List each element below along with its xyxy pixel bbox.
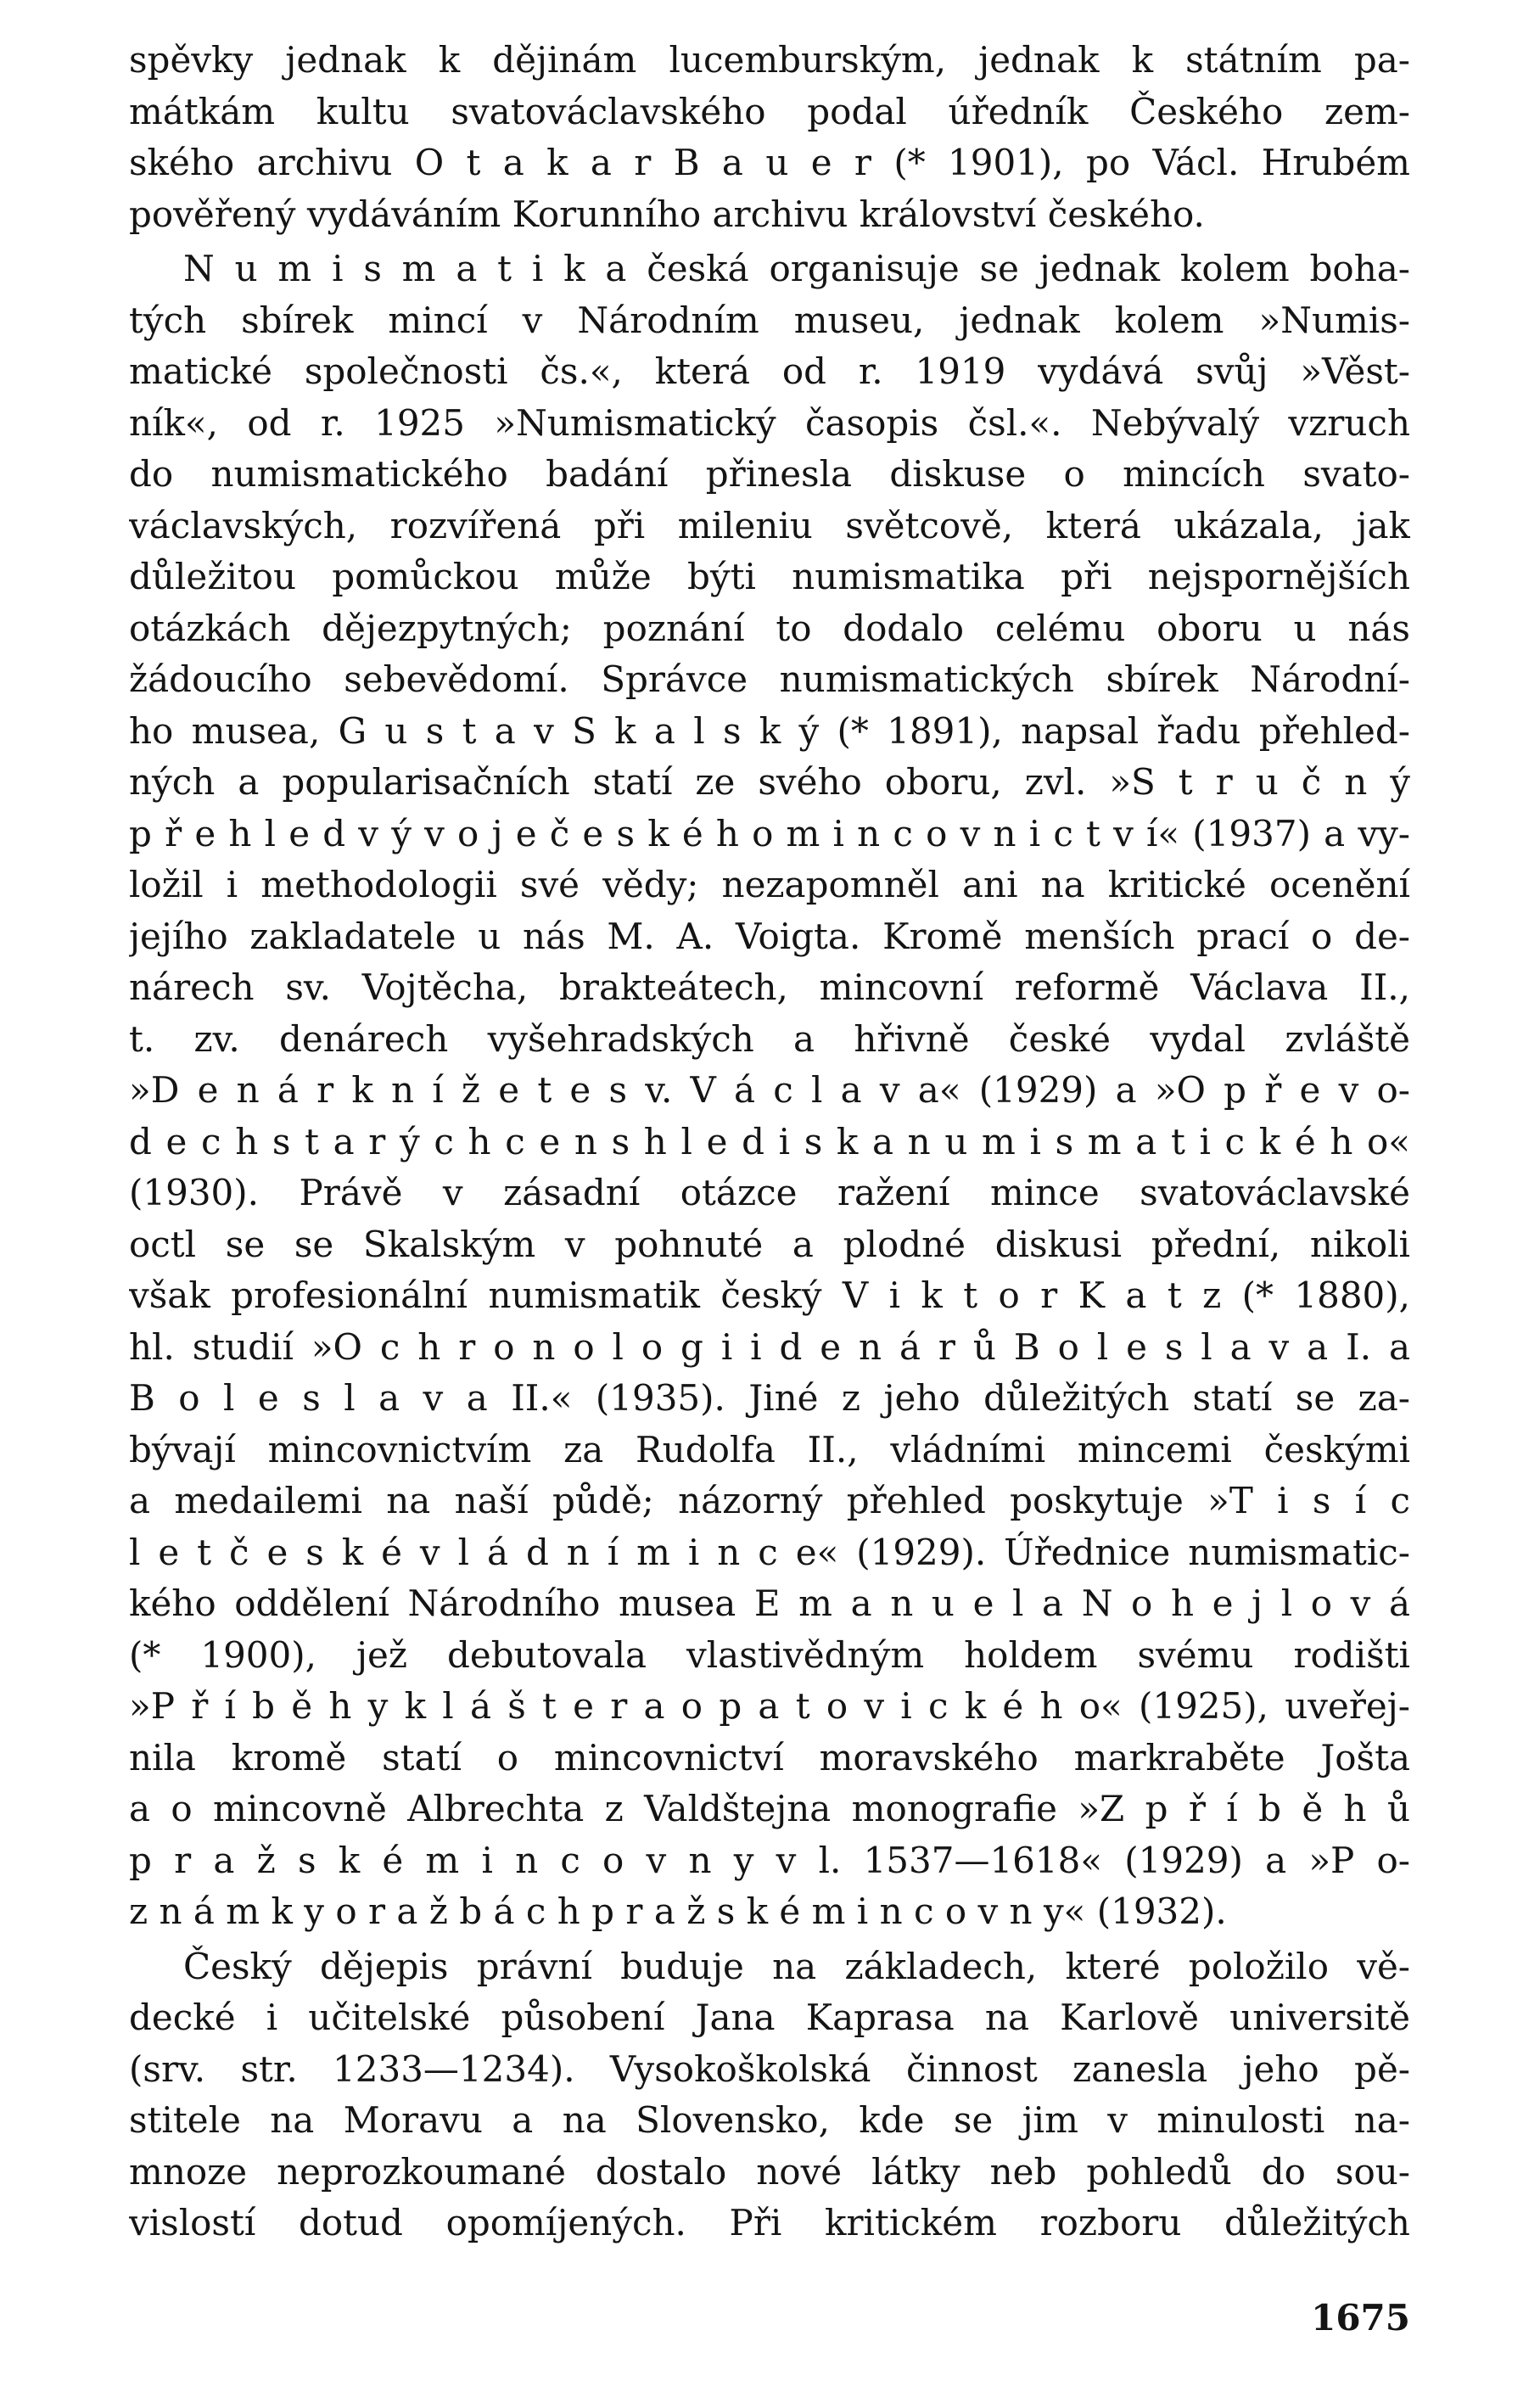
text-line: otázkách dějezpytných; poznání to dodalo celému oboru u nás — [129, 607, 1410, 649]
text-line: octl se se Skalským v pohnuté a plodné diskusi přední, nikoli — [129, 1223, 1410, 1265]
text-line: stitele na Moravu a na Slovensko, kde se jim v minulosti na- — [129, 2099, 1410, 2141]
text-line: l e t č e s k é v l á d n í m i n c e« (1929). Úřednice numismatic- — [129, 1531, 1410, 1573]
text-line: do numismatického badání přinesla diskuse o mincích svato- — [129, 453, 1410, 495]
text-line: pověřený vydáváním Korunního archivu království českého. — [129, 193, 1205, 235]
text-line: d e c h s t a r ý c h c e n s h l e d i s k a n u m i s m a t i c k é h o« — [129, 1120, 1410, 1162]
text-line: »D e n á r k n í ž e t e s v. V á c l a v a« (1929) a »O p ř e v o- — [129, 1069, 1410, 1111]
text-line: vislostí dotud opomíjených. Při kritickém rozboru důležitých — [129, 2202, 1410, 2243]
text-line: václavských, rozvířená při mileniu světcově, která ukázala, jak — [129, 504, 1410, 546]
text-line: žádoucího sebevědomí. Správce numismatických sbírek Národní- — [129, 658, 1410, 700]
text-line: však profesionální numismatik český V i k t o r K a t z (* 1880), — [129, 1274, 1410, 1316]
text-line: ník«, od r. 1925 »Numismatický časopis čsl.«. Nebývalý vzruch — [129, 401, 1410, 444]
text-line: B o l e s l a v a II.« (1935). Jiné z jeho důležitých statí se za- — [129, 1377, 1410, 1419]
text-line: p r a ž s k é m i n c o v n y v l. 1537—1618« (1929) a »P o- — [129, 1839, 1410, 1881]
text-line: mátkám kultu svatováclavského podal úředník Českého zem- — [129, 90, 1410, 132]
text-line: nárech sv. Vojtěcha, brakteátech, mincovní reformě Václava II., — [129, 966, 1410, 1008]
text-line: ho musea, G u s t a v S k a l s k ý (* 1891), napsal řadu přehled- — [129, 709, 1410, 752]
text-line: spěvky jednak k dějinám lucemburským, jednak k státním pa- — [129, 39, 1410, 81]
text-line: bývají mincovnictvím za Rudolfa II., vládními mincemi českými — [129, 1428, 1410, 1470]
text-line: a o mincovně Albrechta z Valdštejna monografie »Z p ř í b ě h ů — [129, 1788, 1410, 1829]
text-line: (srv. str. 1233—1234). Vysokoškolská činnost zanesla jeho pě- — [129, 2047, 1410, 2090]
text-line: tých sbírek mincí v Národním museu, jednak kolem »Numis- — [129, 299, 1410, 341]
text-line: ložil i methodologii své vědy; nezapomněl ani na kritické ocenění — [129, 864, 1410, 905]
text-line: Český dějepis právní buduje na základech, které položilo vě- — [183, 1945, 1410, 1987]
text-line: »P ř í b ě h y k l á š t e r a o p a t o v i c k é h o« (1925), uveřej- — [129, 1685, 1410, 1727]
text-line: z n á m k y o r a ž b á c h p r a ž s k é m i n c o v n y« (1932). — [129, 1890, 1227, 1932]
text-line: jejího zakladatele u nás M. A. Voigta. Kromě menších prací o de- — [129, 915, 1410, 957]
text-line: decké i učitelské působení Jana Kaprasa na Karlově universitě — [129, 1997, 1410, 2038]
text-line: hl. studií »O c h r o n o l o g i i d e n á r ů B o l e s l a v a I. a — [129, 1325, 1410, 1368]
text-line: t. zv. denárech vyšehradských a hřivně české vydal zvláště — [129, 1017, 1410, 1060]
text-line: a medailemi na naší půdě; názorný přehled poskytuje »T i s í c — [129, 1480, 1410, 1521]
text-line: mnoze neprozkoumané dostalo nové látky neb pohledů do sou- — [129, 2150, 1410, 2193]
text-line: (1930). Právě v zásadní otázce ražení mince svatováclavské — [129, 1172, 1410, 1213]
text-line: nila kromě statí o mincovnictví moravského markraběte Jošta — [129, 1736, 1410, 1778]
text-line: kého oddělení Národního musea E m a n u e l a N o h e j l o v á — [129, 1582, 1410, 1624]
text-line: ského archivu O t a k a r B a u e r (* 1901), po Václ. Hrubém — [129, 142, 1410, 183]
page-number: 1675 — [1311, 2296, 1410, 2339]
text-line: (* 1900), jež debutovala vlastivědným holdem svému rodišti — [129, 1633, 1410, 1676]
text-line: matické společnosti čs.«, která od r. 1919 vydává svůj »Věst- — [129, 350, 1410, 392]
text-line: N u m i s m a t i k a česká organisuje se jednak kolem boha- — [183, 248, 1410, 289]
text-line: důležitou pomůckou může býti numismatika při nejspornějších — [129, 556, 1410, 597]
text-line: ných a popularisačních statí ze svého oboru, zvl. »S t r u č n ý — [129, 761, 1410, 803]
text-line: p ř e h l e d v ý v o j e č e s k é h o m i n c o v n i c t v í« (1937) a vy- — [129, 812, 1410, 854]
